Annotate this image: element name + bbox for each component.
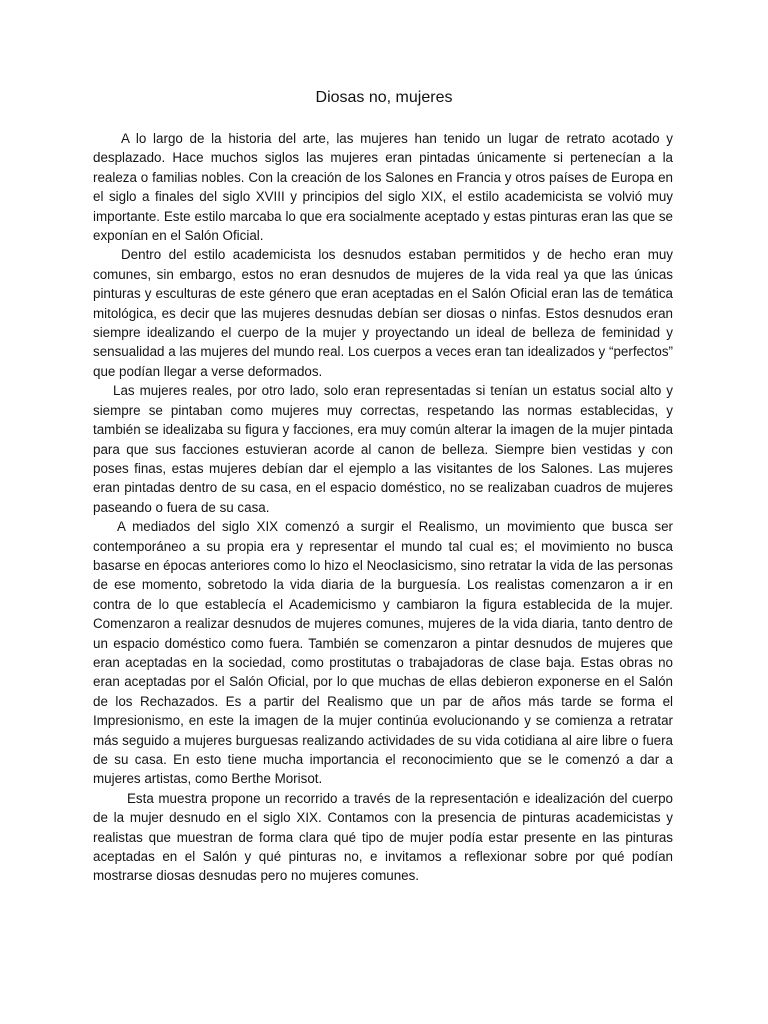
paragraph-4: A mediados del siglo XIX comenzó a surgir el Realismo, un movimiento que busca ser contemporáneo a su propia era y representar el mundo tal cual es; el movimiento no busca basarse en épocas anteriores como lo hizo el Neoclasicismo, sino retratar la vida de las personas de ese momento, sobretodo la vida diaria de la burguesía. Los realistas comenzaron a ir en contra de lo que establecía el Academicismo y cambiaron la figura establecida de la mujer. Comenzaron a realizar desnudos de mujeres comunes, mujeres de la vida diaria, tanto dentro de un espacio doméstico como fuera. También se comenzaron a pintar desnudos de mujeres que eran aceptadas en la sociedad, como prostitutas o trabajadoras de clase baja. Estas obras no eran aceptadas por el Salón Oficial, por lo que muchas de ellas debieron exponerse en el Salón de los Rechazados. Es a partir del Realismo que un par de años más tarde se forma el Impresionismo, en este la imagen de la mujer continúa evolucionando y se comienza a retratar más seguido a mujeres burguesas realizando actividades de su vida cotidiana al aire libre o fuera de su casa. En esto tiene mucha importancia el reconocimiento que se le comenzó a dar a mujeres artistas, como Berthe Morisot.	[93, 519, 673, 787]
document-body	[93, 129, 673, 886]
paragraph-2: Dentro del estilo academicista los desnudos estaban permitidos y de hecho eran muy comunes, sin embargo, estos no eran desnudos de mujeres de la vida real ya que las únicas pinturas y esculturas de este género que eran aceptadas en el Salón Oficial eran las de temática mitológica, es decir que las mujeres desnudas debían ser diosas o ninfas. Estos desnudos eran siempre idealizando el cuerpo de la mujer y proyectando un ideal de belleza de feminidad y sensualidad a las mujeres del mundo real. Los cuerpos a veces eran tan idealizados y “perfectos” que podían llegar a verse deformados.	[93, 247, 673, 379]
paragraph-5: Esta muestra propone un recorrido a través de la representación e idealización del cuerpo de la mujer desnudo en el siglo XIX. Contamos con la presencia de pinturas academicistas y realistas que muestran de forma clara qué tipo de mujer podía estar presente en las pinturas aceptadas en el Salón y qué pinturas no, e invitamos a reflexionar sobre por qué podían mostrarse diosas desnudas pero no mujeres comunes.	[93, 790, 673, 884]
paragraph-3: Las mujeres reales, por otro lado, solo eran representadas si tenían un estatus social alto y siempre se pintaban como mujeres muy correctas, respetando las normas establecidas, y también se idealizaba su figura y facciones, era muy común alterar la imagen de la mujer pintada para que sus facciones estuvieran acorde al canon de belleza. Siempre bien vestidas y con poses finas, estas mujeres debían dar el ejemplo a las visitantes de los Salones. Las mujeres eran pintadas dentro de su casa, en el espacio doméstico, no se realizaban cuadros de mujeres paseando o fuera de su casa.	[93, 383, 673, 515]
document-title: Diosas no, mujeres	[315, 89, 453, 106]
paragraph-1: A lo largo de la historia del arte, las mujeres han tenido un lugar de retrato acotado y desplazado. Hace muchos siglos las mujeres eran pintadas únicamente si pertenecían a la realeza o familias nobles. Con la creación de los Salones en Francia y otros países de Europa en el siglo a finales del siglo XVIII y principios del siglo XIX, el estilo academicista se volvió muy importante. Este estilo marcaba lo que era socialmente aceptado y estas pinturas eran las que se exponían en el Salón Oficial.	[93, 131, 673, 244]
